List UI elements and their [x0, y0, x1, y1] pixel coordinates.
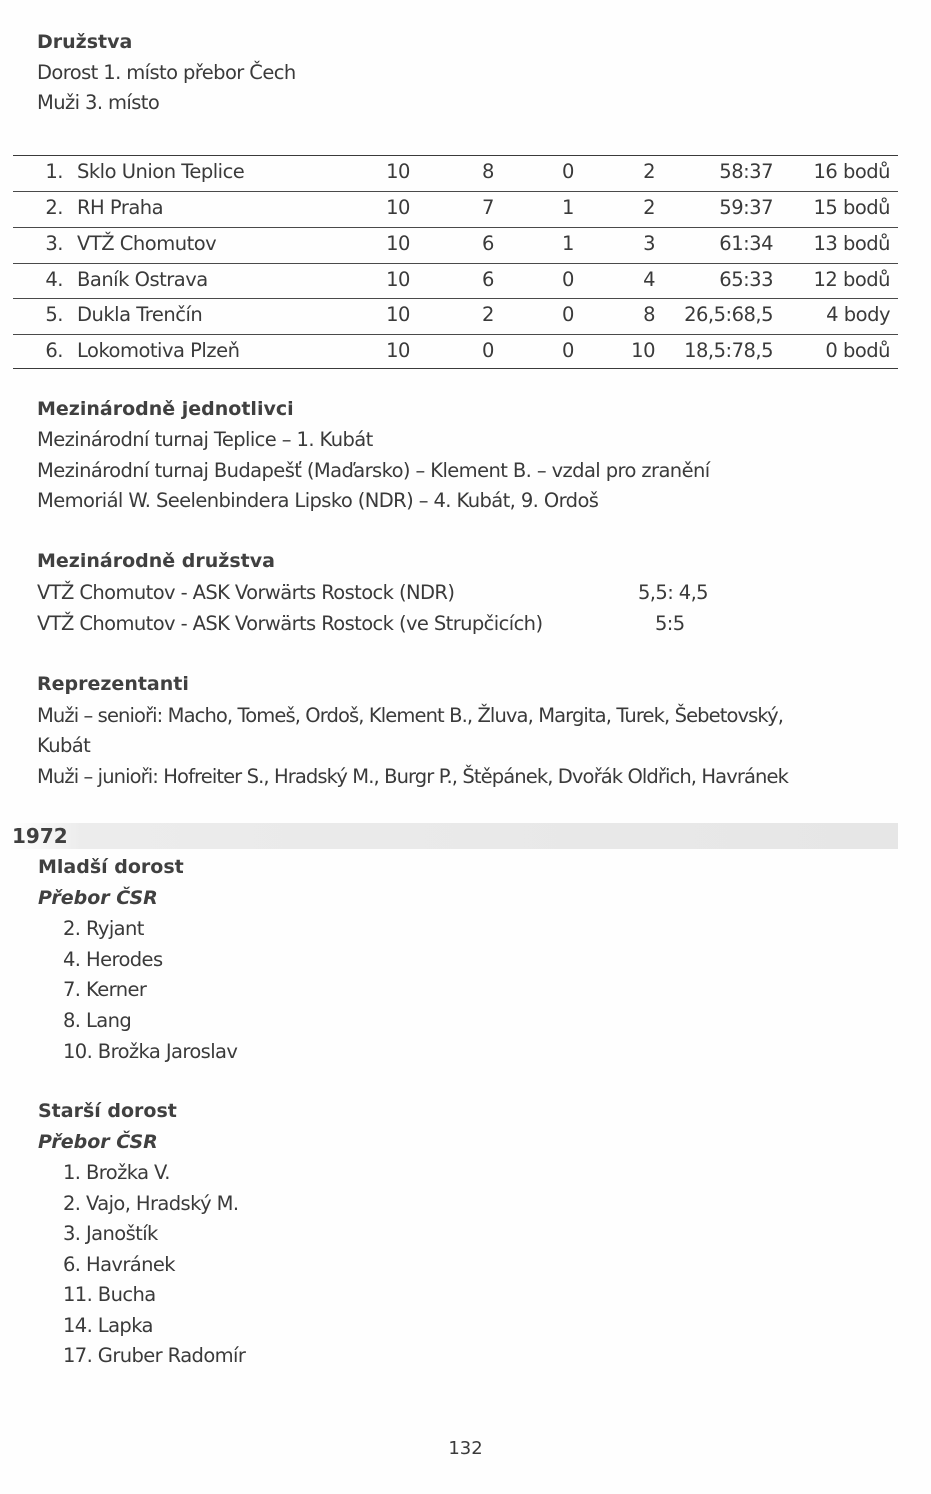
result-item: 8. Lang	[63, 1009, 132, 1032]
rank-cell: 6.	[45, 339, 63, 362]
match-result: 5:5	[655, 612, 685, 635]
table-bottom-rule	[13, 368, 898, 369]
table-row	[13, 264, 898, 299]
draws-cell: 0	[562, 268, 574, 291]
page-number: 132	[448, 1438, 483, 1459]
draws-cell: 0	[562, 303, 574, 326]
wins-cell: 2	[482, 303, 494, 326]
result-item: 7. Kerner	[63, 978, 147, 1001]
losses-cell: 4	[643, 268, 655, 291]
rank-cell: 3.	[45, 232, 63, 255]
section-heading-starsi: Starší dorost	[38, 1100, 177, 1122]
section-heading-druzstva: Družstva	[37, 31, 133, 53]
result-item: 2. Ryjant	[63, 917, 144, 940]
points-cell: 0 bodů	[825, 339, 890, 362]
games-cell: 10	[386, 160, 410, 183]
section-heading-jednotlivci: Mezinárodně jednotlivci	[37, 398, 294, 420]
druzstva-line: Muži 3. místo	[37, 91, 160, 114]
match-line: VTŽ Chomutov - ASK Vorwärts Rostock (NDR)	[37, 581, 455, 604]
jednotlivci-line: Mezinárodní turnaj Teplice – 1. Kubát	[37, 428, 373, 451]
result-item: 2. Vajo, Hradský M.	[63, 1192, 239, 1215]
result-item: 11. Bucha	[63, 1283, 156, 1306]
score-cell: 59:37	[719, 196, 773, 219]
score-cell: 65:33	[719, 268, 773, 291]
result-item: 17. Gruber Radomír	[63, 1344, 246, 1367]
team-cell: RH Praha	[77, 196, 164, 219]
score-cell: 58:37	[719, 160, 773, 183]
reprezentanti-line: Muži – junioři: Hofreiter S., Hradský M., Burgr P., Štěpánek, Dvořák Oldřich, Havránek	[37, 765, 788, 788]
points-cell: 4 body	[826, 303, 890, 326]
draws-cell: 1	[562, 196, 574, 219]
draws-cell: 1	[562, 232, 574, 255]
subheading-prebor: Přebor ČSR	[38, 887, 158, 909]
losses-cell: 2	[643, 196, 655, 219]
reprezentanti-line: Kubát	[37, 734, 91, 757]
wins-cell: 8	[482, 160, 494, 183]
section-heading-druzstva-int: Mezinárodně družstva	[37, 550, 275, 572]
wins-cell: 6	[482, 268, 494, 291]
team-cell: Dukla Trenčín	[77, 303, 203, 326]
points-cell: 13 bodů	[813, 232, 890, 255]
result-item: 10. Brožka Jaroslav	[63, 1040, 238, 1063]
rank-cell: 2.	[45, 196, 63, 219]
games-cell: 10	[386, 303, 410, 326]
draws-cell: 0	[562, 160, 574, 183]
wins-cell: 6	[482, 232, 494, 255]
table-row	[13, 299, 898, 334]
reprezentanti-line: Muži – senioři: Macho, Tomeš, Ordoš, Klement B., Žluva, Margita, Turek, Šebetovský,	[37, 704, 784, 727]
jednotlivci-line: Memoriál W. Seelenbindera Lipsko (NDR) – 4. Kubát, 9. Ordoš	[37, 489, 599, 512]
year-heading: 1972	[12, 824, 68, 848]
points-cell: 15 bodů	[813, 196, 890, 219]
wins-cell: 7	[482, 196, 494, 219]
draws-cell: 0	[562, 339, 574, 362]
section-heading-reprezentanti: Reprezentanti	[37, 673, 189, 695]
score-cell: 18,5:78,5	[684, 339, 773, 362]
table-row	[13, 335, 898, 370]
games-cell: 10	[386, 268, 410, 291]
druzstva-line: Dorost 1. místo přebor Čech	[37, 61, 296, 84]
result-item: 1. Brožka V.	[63, 1161, 170, 1184]
rank-cell: 1.	[45, 160, 63, 183]
match-line: VTŽ Chomutov - ASK Vorwärts Rostock (ve Strupčicích)	[37, 612, 543, 635]
match-result: 5,5: 4,5	[638, 581, 708, 604]
wins-cell: 0	[482, 339, 494, 362]
games-cell: 10	[386, 232, 410, 255]
subheading-prebor: Přebor ČSR	[38, 1131, 158, 1153]
result-item: 3. Janoštík	[63, 1222, 158, 1245]
losses-cell: 3	[643, 232, 655, 255]
team-cell: Lokomotiva Plzeň	[77, 339, 240, 362]
result-item: 14. Lapka	[63, 1314, 153, 1337]
score-cell: 61:34	[719, 232, 773, 255]
rank-cell: 5.	[45, 303, 63, 326]
section-heading-mladsi: Mladší dorost	[38, 856, 184, 878]
rank-cell: 4.	[45, 268, 63, 291]
result-item: 6. Havránek	[63, 1253, 175, 1276]
losses-cell: 10	[631, 339, 655, 362]
games-cell: 10	[386, 339, 410, 362]
table-row	[13, 228, 898, 263]
games-cell: 10	[386, 196, 410, 219]
points-cell: 16 bodů	[813, 160, 890, 183]
score-cell: 26,5:68,5	[684, 303, 773, 326]
team-cell: Sklo Union Teplice	[77, 160, 245, 183]
year-bar	[10, 823, 898, 849]
team-cell: Baník Ostrava	[77, 268, 208, 291]
losses-cell: 8	[643, 303, 655, 326]
team-cell: VTŽ Chomutov	[77, 232, 217, 255]
result-item: 4. Herodes	[63, 948, 163, 971]
table-row	[13, 156, 898, 191]
points-cell: 12 bodů	[813, 268, 890, 291]
losses-cell: 2	[643, 160, 655, 183]
jednotlivci-line: Mezinárodní turnaj Budapešť (Maďarsko) – Klement B. – vzdal pro zranění	[37, 459, 710, 482]
table-row	[13, 192, 898, 227]
